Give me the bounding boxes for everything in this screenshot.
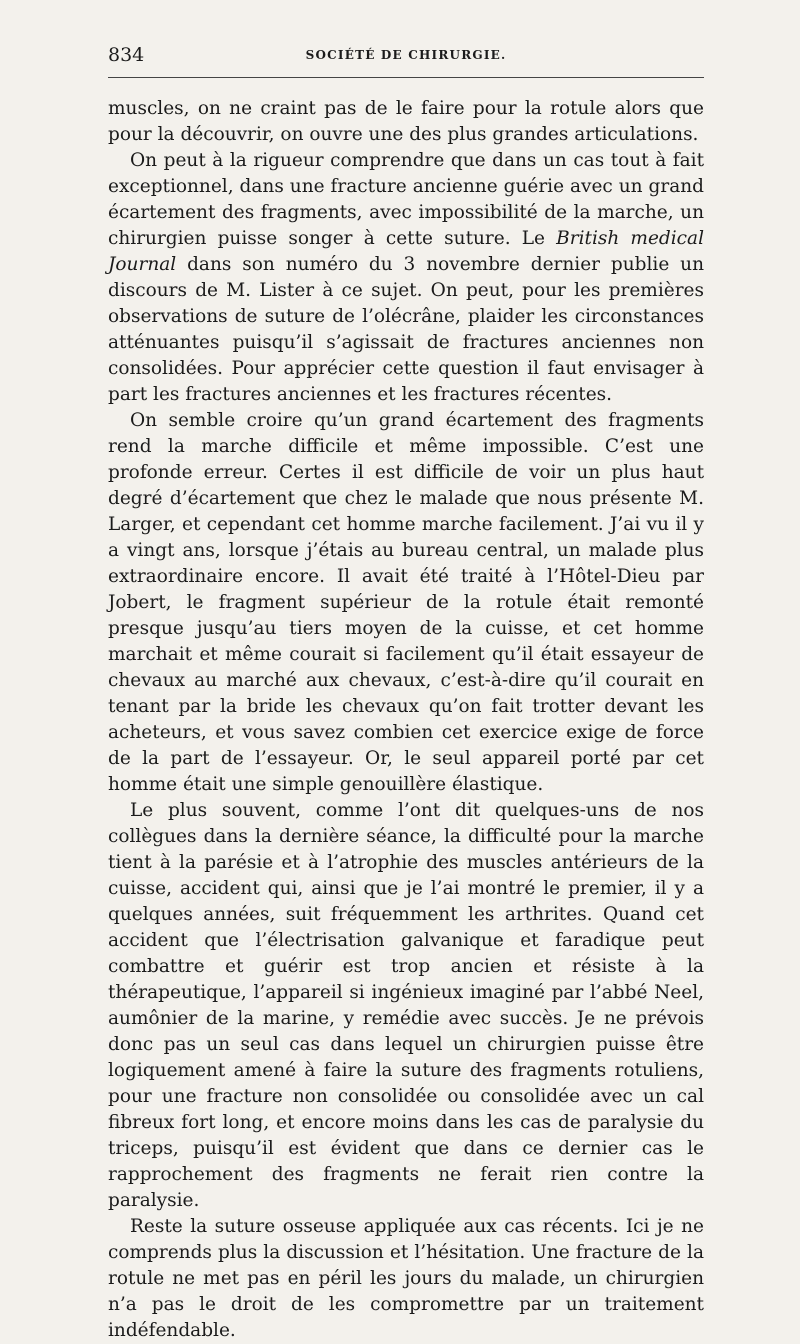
paragraph-1 <box>108 96 704 148</box>
paragraph-5 <box>108 1214 704 1344</box>
paragraph-2 <box>108 148 704 408</box>
running-head: SOCIÉTÉ DE CHIRURGIE. <box>305 48 507 62</box>
paragraph-3 <box>108 408 704 798</box>
paragraph-5-text: Reste la suture osseuse appliquée aux cas récents. Ici je ne comprends plus la discussion et l’hésitation. Une fracture de la rotule ne met pas en péril les jours du malade, un chirurgien n’a pas le droit de les compromettre par un traitement indéfendable. <box>108 1216 704 1341</box>
paragraph-4-text: Le plus souvent, comme l’ont dit quelques-uns de nos collègues dans la dernière séance, la difficulté pour la marche tient à la parésie et à l’atrophie des muscles antérieurs de la cuisse, accident qui, ainsi que je l’ai montré le premier, il y a quelques années, suit fréquemment les arthrites. Quand cet accident que l’électrisation galvanique et faradique peut combattre et guérir est trop ancien et résiste à la thérapeutique, l’appareil si ingénieux imaginé par l’abbé Neel, aumônier de la marine, y remédie avec succès. Je ne prévois donc pas un seul cas dans lequel un chirurgien puisse être logiquement amené à faire la suture des fragments rotuliens, pour une fracture non consolidée ou consolidée avec un cal fibreux fort long, et encore moins dans les cas de paralysie du triceps, puisqu’il est évident que dans ce dernier cas le rapprochement des fragments ne ferait rien contre la paralysie. <box>108 800 704 1211</box>
paragraph-2-text-b: dans son numéro du 3 novembre dernier publie un discours de M. Lister à ce sujet. On peut, pour les premières observations de suture de l’olécrâne, plaider les circonstances atténuantes puisqu’il s’agissait de fractures anciennes non consolidées. Pour apprécier cette question il faut envisager à part les fractures anciennes et les fractures récentes. <box>108 254 704 405</box>
paragraph-2-text-a: On peut à la rigueur comprendre que dans un cas tout à fait exceptionnel, dans une fracture ancienne guérie avec un grand écartement des fragments, avec impossibilité de la marche, un chirurgien puisse songer à cette suture. Le <box>108 150 704 249</box>
journal-title: British medical Journal <box>108 228 704 275</box>
paragraph-1-text: muscles, on ne craint pas de le faire pour la rotule alors que pour la découvrir, on ouvre une des plus grandes articulations. <box>108 98 704 145</box>
body-text <box>108 96 704 1344</box>
paragraph-3-text: On semble croire qu’un grand écartement des fragments rend la marche difficile et même impossible. C’est une profonde erreur. Certes il est difficile de voir un plus haut degré d’écartement que chez le malade que nous présente M. Larger, et cependant cet homme marche facilement. J’ai vu il y a vingt ans, lorsque j’étais au bureau central, un malade plus extraordinaire encore. Il avait été traité à l’Hôtel-Dieu par Jobert, le fragment supérieur de la rotule était remonté presque jusqu’au tiers moyen de la cuisse, et cet homme marchait et même courait si facilement qu’il était essayeur de chevaux au marché aux chevaux, c’est-à-dire qu’il courait en tenant par la bride les chevaux qu’on fait trotter devant les acheteurs, et vous savez combien cet exercice exige de force de la part de l’essayeur. Or, le seul appareil porté par cet homme était une simple genouillère élastique. <box>108 410 704 795</box>
paragraph-4 <box>108 798 704 1214</box>
header-rule <box>108 77 704 78</box>
page-number: 834 <box>108 44 145 66</box>
page-header <box>108 44 704 70</box>
